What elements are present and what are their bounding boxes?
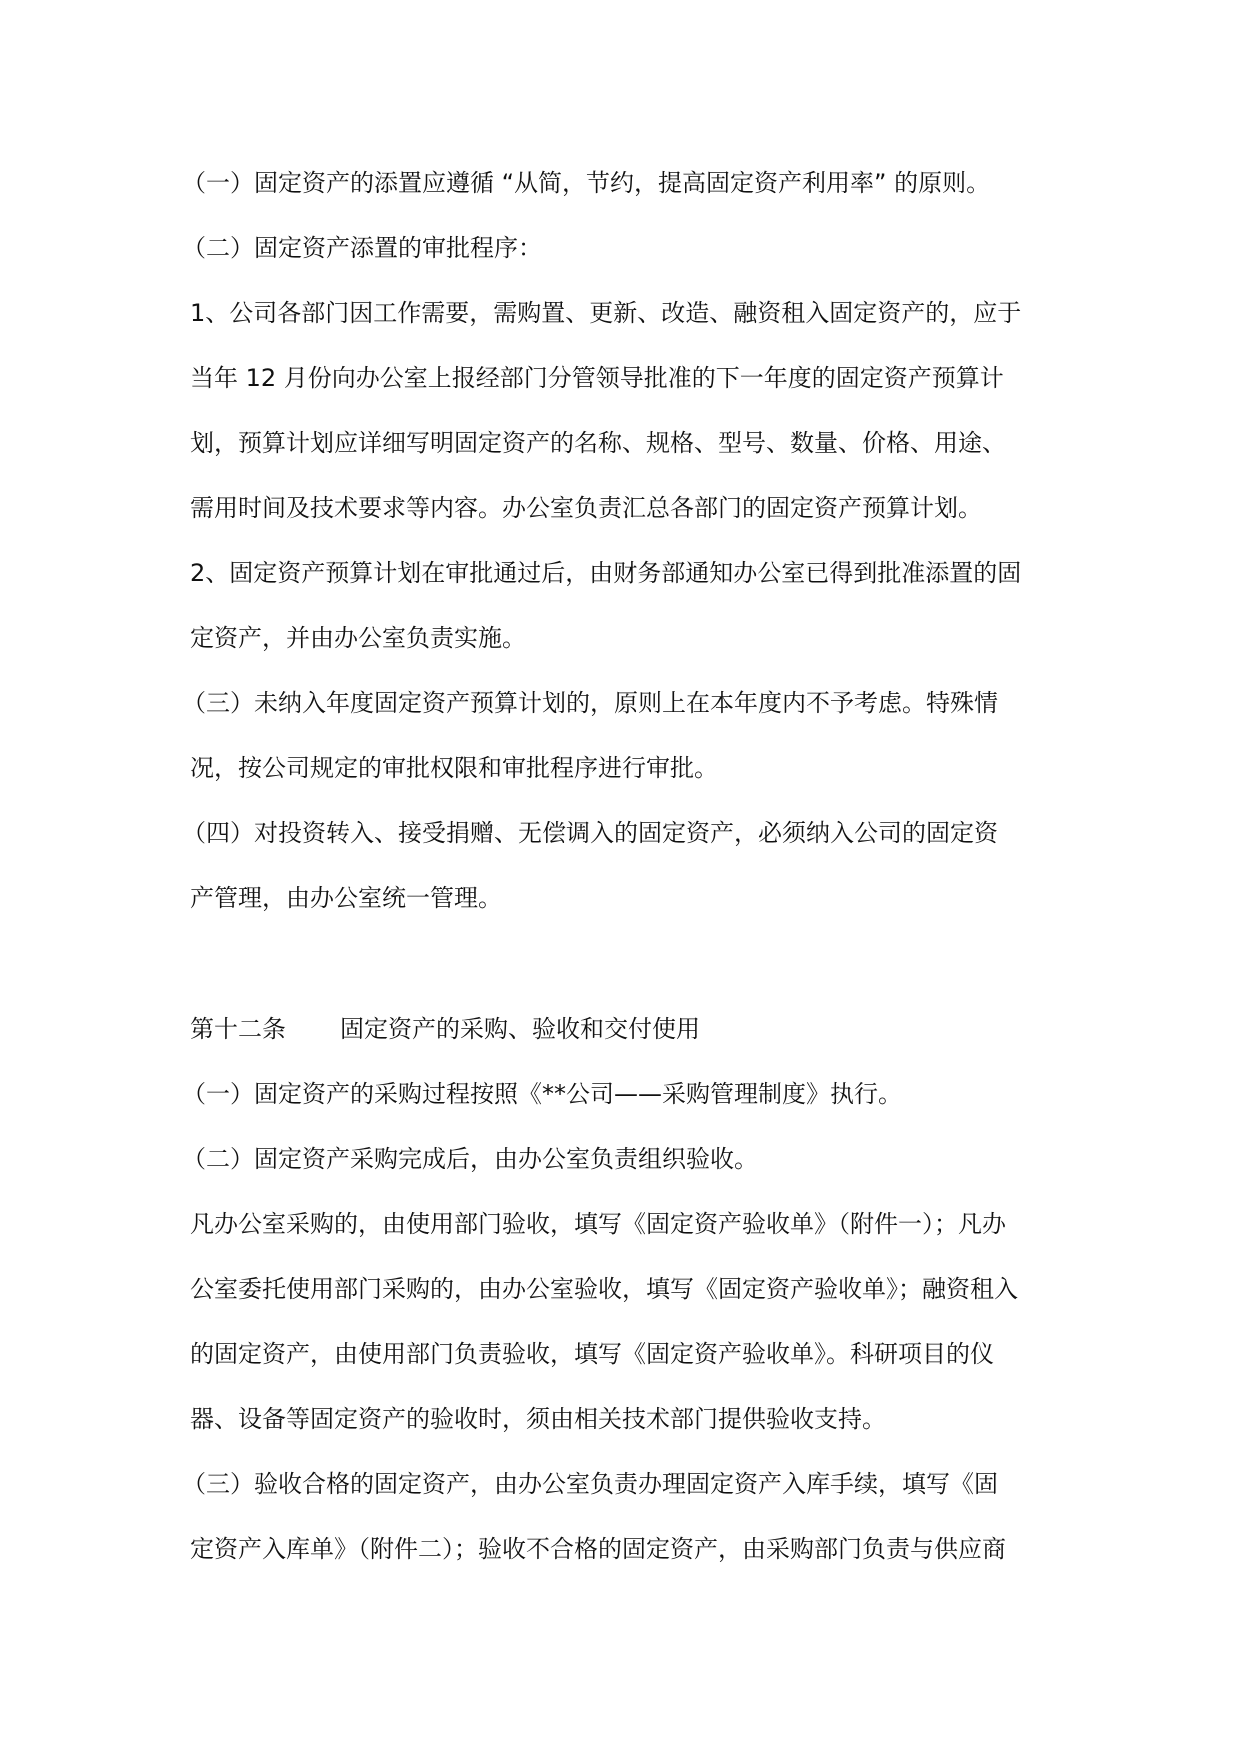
paragraph-line: 定资产，并由办公室负责实施。 [190, 624, 526, 652]
paragraph-line: 需用时间及技术要求等内容。办公室负责汇总各部门的固定资产预算计划。 [190, 494, 982, 522]
paragraph-line: （一）固定资产的添置应遵循 “从简，节约，提高固定资产利用率” 的原则。 [182, 169, 991, 197]
paragraph-line: （二）固定资产添置的审批程序： [182, 234, 542, 262]
paragraph-line: 产管理，由办公室统一管理。 [190, 884, 502, 912]
paragraph-line: 2、固定资产预算计划在审批通过后，由财务部通知办公室已得到批准添置的固 [190, 559, 1022, 587]
section-gap [190, 935, 1060, 1001]
paragraph-line: （四）对投资转入、接受捐赠、无偿调入的固定资产，必须纳入公司的固定资 [182, 819, 998, 847]
paragraph-line: 定资产入库单》（附件二）；验收不合格的固定资产，由采购部门负责与供应商 [190, 1535, 1006, 1563]
article-title: 固定资产的采购、验收和交付使用 [340, 1015, 700, 1043]
paragraph-line: （三）验收合格的固定资产，由办公室负责办理固定资产入库手续，填写《固 [182, 1470, 998, 1498]
paragraph-line: 当年 12 月份向办公室上报经部门分管领导批准的下一年度的固定资产预算计 [190, 364, 1004, 392]
article-number: 第十二条 [190, 1015, 286, 1043]
document-body [182, 155, 1060, 1586]
paragraph-line: 的固定资产，由使用部门负责验收，填写《固定资产验收单》。科研项目的仪 [190, 1340, 994, 1368]
paragraph-line: 划，预算计划应详细写明固定资产的名称、规格、型号、数量、价格、用途、 [190, 429, 1006, 457]
article-heading [190, 1001, 1060, 1066]
paragraph-line: 1、公司各部门因工作需要，需购置、更新、改造、融资租入固定资产的，应于 [190, 299, 1022, 327]
paragraph-line: （二）固定资产采购完成后，由办公室负责组织验收。 [182, 1145, 758, 1173]
paragraph-line: 凡办公室采购的，由使用部门验收，填写《固定资产验收单》（附件一）；凡办 [190, 1210, 1006, 1238]
paragraph-line: 公室委托使用部门采购的，由办公室验收，填写《固定资产验收单》；融资租入 [190, 1275, 1018, 1303]
paragraph-line: （三）未纳入年度固定资产预算计划的，原则上在本年度内不予考虑。特殊情 [182, 689, 998, 717]
paragraph-line: （一）固定资产的采购过程按照《**公司——采购管理制度》执行。 [182, 1080, 902, 1108]
paragraph-line: 器、设备等固定资产的验收时，须由相关技术部门提供验收支持。 [190, 1405, 886, 1433]
paragraph-line: 况，按公司规定的审批权限和审批程序进行审批。 [190, 754, 718, 782]
